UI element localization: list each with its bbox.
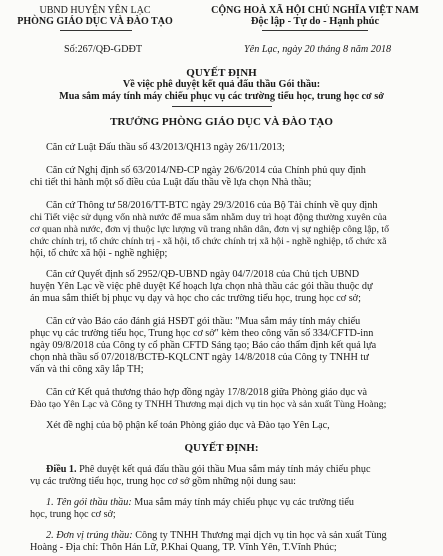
legal-basis-line: ngày 09/8/2018 của Công ty cổ phần CFTD Sáng tạo; Báo cáo thẩm định kết quả lựa [30, 340, 377, 351]
item-2-label: 2. Đơn vị trúng thầu: [46, 530, 133, 541]
subject-underline [172, 106, 272, 107]
legal-basis-line: chọn nhà thầu số 07/2018/BCTĐ-KQLCNT ngày 14/8/2018 của Công ty TNHH tư [30, 352, 369, 363]
article-1-label: Điều 1. [46, 464, 77, 475]
legal-basis-line: Căn cứ Nghị định số 63/2014/NĐ-CP ngày 26/6/2014 của Chính phủ quy định [46, 165, 366, 176]
republic-name: CỘNG HOÀ XÃ HỘI CHỦ NGHĨA VIỆT NAM [211, 5, 419, 16]
legal-basis-line: vấn và thi công xây lắp TH; [30, 364, 144, 375]
item-1-line-1 [46, 497, 354, 509]
legal-basis-line: hội, tổ chức xã hội - nghề nghiệp; [30, 248, 168, 259]
article-1-line-2: vụ các trường tiểu học, trung học cơ sở gồm những nội dung sau: [30, 476, 296, 487]
legal-basis-line: Căn cứ Kết quả thương thảo hợp đồng ngày 17/8/2018 giữa Phòng giáo dục và [46, 387, 368, 398]
proposal-line: Xét đề nghị của bộ phận kế toán Phòng giáo dục và Đào tạo Yên Lạc, [46, 420, 330, 431]
department-name: PHÒNG GIÁO DỤC VÀ ĐÀO TẠO [17, 16, 173, 27]
legal-basis-line: Căn cứ Thông tư 58/2016/TT-BTC ngày 29/3/2016 của Bộ Tài chính về quy định [46, 200, 378, 211]
issuer-title: TRƯỞNG PHÒNG GIÁO DỤC VÀ ĐÀO TẠO [110, 116, 333, 128]
item-1-label: 1. Tên gói thầu thầu: [46, 497, 132, 508]
document-title: QUYẾT ĐỊNH [186, 67, 257, 79]
item-1-line-2: học, trung học cơ sở; [30, 509, 116, 520]
legal-basis-line: huyện Yên Lạc về việc phê duyệt Kế hoạch lựa chọn nhà thầu các gói thầu thuộc dự [30, 281, 373, 292]
place-date: Yên Lạc, ngày 20 tháng 8 năm 2018 [244, 44, 392, 55]
item-2-line-2: Hoàng - Địa chỉ: Thôn Hán Lữ, P.Khai Quang, TP. Vĩnh Yên, T.Vĩnh Phúc; [30, 542, 337, 553]
article-1-text: Phê duyệt kết quả đấu thầu gói thầu Mua sắm máy tính máy chiếu phục [79, 464, 371, 475]
subject-line-1: Về việc phê duyệt kết quả đấu thầu Gói thầu: [122, 79, 321, 90]
legal-basis-line: Căn cứ Luật Đấu thầu số 43/2013/QH13 ngày 26/11/2013; [46, 142, 285, 153]
decision-heading: QUYẾT ĐỊNH: [184, 442, 259, 454]
agency-name: UBND HUYỆN YÊN LẠC [39, 5, 151, 16]
legal-basis-line: Đào tạo Yên Lạc và Công ty TNHH Thương mại dịch vụ tin học và sản xuất Tùng Hoàng; [30, 399, 387, 410]
legal-basis-line: án mua sắm thiết bị phục vụ dạy và học cho các trường tiểu học, trung học cơ sở; [30, 293, 361, 304]
item-2-line-1 [46, 530, 387, 542]
legal-basis-line: Căn cứ vào Báo cáo đánh giá HSĐT gói thầu: "Mua sắm máy tính máy chiếu [46, 316, 361, 327]
subject-line-2: Mua sắm máy tính máy chiếu phục vụ các trường tiểu học, trung học cơ sở [59, 91, 384, 102]
document-number: Số:267/QĐ-GDĐT [64, 44, 143, 55]
national-motto: Độc lập - Tự do - Hạnh phúc [250, 16, 380, 27]
item-2-text: Công ty TNHH Thương mại dịch vụ tin học và sản xuất Tùng [135, 530, 387, 541]
legal-basis-line: phục vụ các trường tiểu học, Trung học cơ sở" kèm theo công văn số 334/CFTD-inn [30, 328, 374, 339]
motto-underline [262, 30, 368, 31]
legal-basis-line: chi Tiết việc sử dụng vốn nhà nước để mua sắm nhằm duy trì hoạt động thường xuyên của [30, 212, 387, 223]
legal-basis-line: Căn cứ Quyết định số 2952/QĐ-UBND ngày 04/7/2018 của Chủ tịch UBND [46, 269, 360, 280]
legal-basis-line: chi tiết thi hành một số điều của Luật đấu thầu về lựa chọn Nhà thầu; [30, 177, 312, 188]
department-underline [60, 30, 132, 31]
legal-basis-line: chức chính trị, tổ chức chính trị - xã hội, tổ chức chính trị xã hội - nghề nghiệp, tổ chức xã [30, 236, 387, 247]
article-1-line-1 [46, 464, 371, 476]
item-1-text: Mua sắm máy tính máy chiếu phục vụ các trường tiểu [134, 497, 354, 508]
legal-basis-line: cơ quan nhà nước, đơn vị thuộc lực lượng vũ trang nhân dân, đơn vị sự nghiệp công lập, tổ [30, 224, 390, 235]
